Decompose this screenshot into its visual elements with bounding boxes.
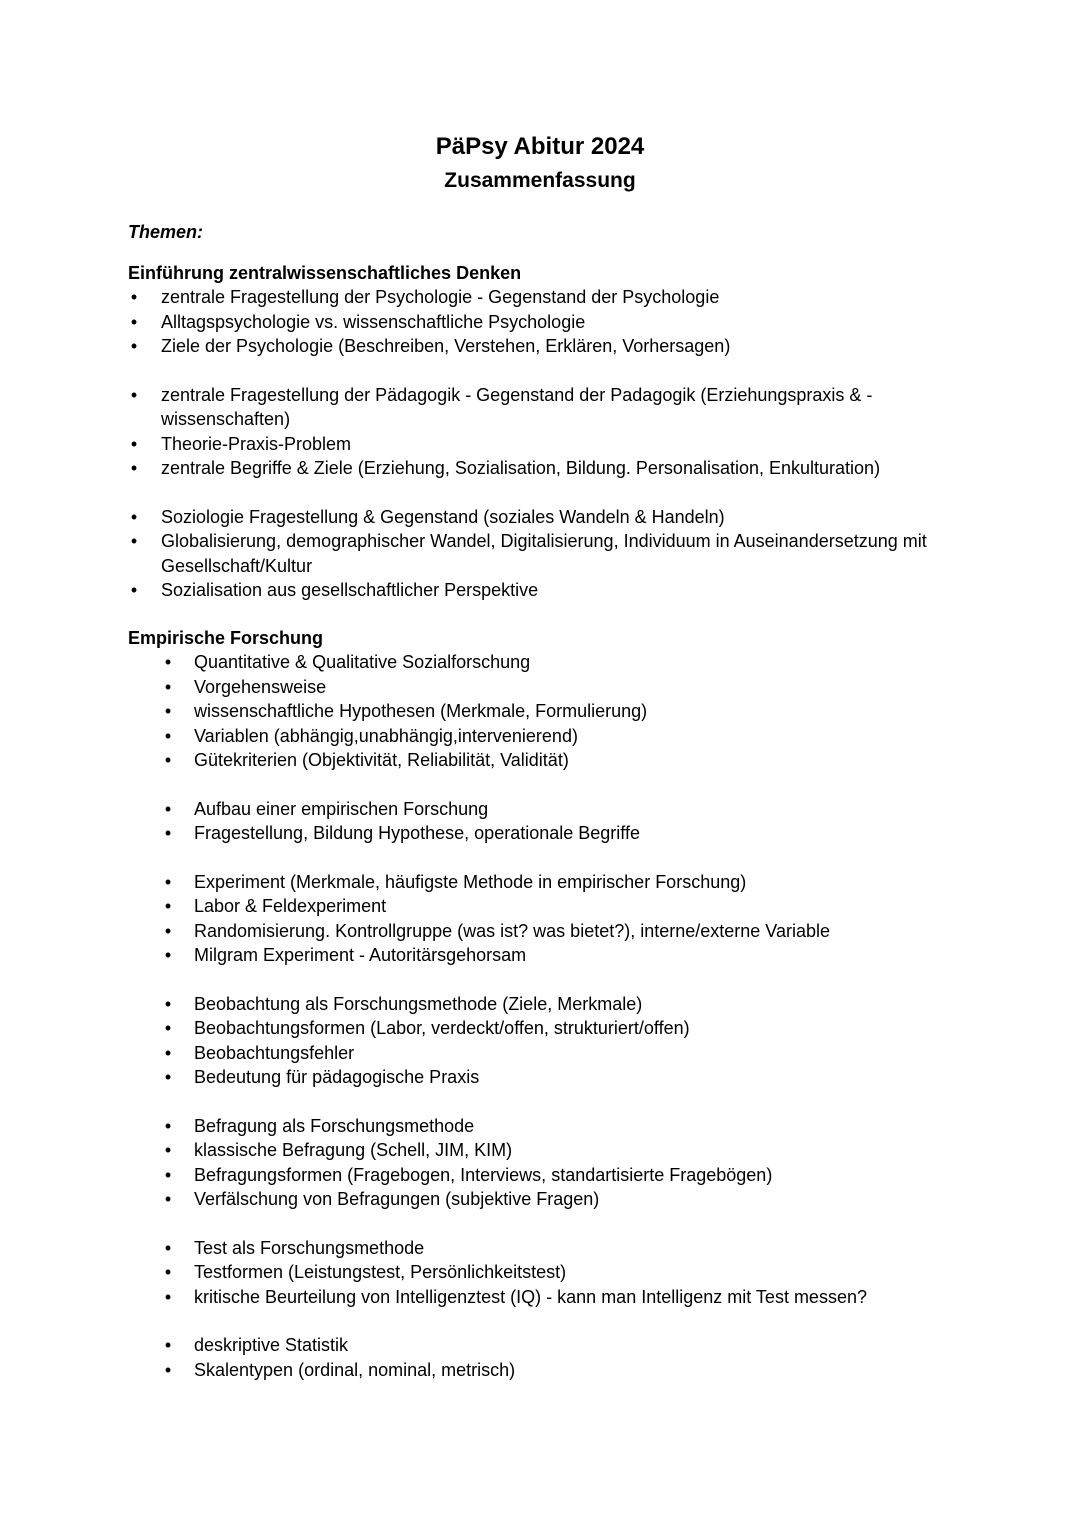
list-item bbox=[128, 870, 968, 895]
document-title: PäPsy Abitur 2024 bbox=[435, 133, 645, 160]
bullet-icon: • bbox=[130, 287, 138, 307]
list-item-text: Milgram Experiment - Autoritärsgehorsam bbox=[194, 945, 527, 965]
document-subtitle: Zusammenfassung bbox=[444, 169, 636, 192]
list-item bbox=[128, 650, 968, 675]
bullet-icon: • bbox=[164, 1140, 172, 1160]
bullet-icon: • bbox=[164, 725, 172, 746]
list-item bbox=[128, 797, 968, 822]
bullet-icon: • bbox=[164, 1067, 172, 1087]
list-item-text: Beobachtungsformen (Labor, verdeckt/offen, strukturiert/offen) bbox=[194, 1018, 690, 1038]
list-item bbox=[128, 992, 968, 1017]
bullet-icon: • bbox=[164, 798, 172, 819]
list-item bbox=[128, 1285, 968, 1310]
bullet-icon: • bbox=[164, 1115, 172, 1136]
section-title: Empirische Forschung bbox=[128, 628, 324, 648]
list-item-text: deskriptive Statistik bbox=[194, 1335, 349, 1355]
list-item bbox=[128, 1041, 968, 1066]
bullet-icon: • bbox=[130, 311, 138, 332]
list-item bbox=[128, 1138, 968, 1163]
bullet-icon: • bbox=[130, 336, 138, 356]
list-item bbox=[128, 1333, 968, 1358]
list-item-text: Testformen (Leistungstest, Persönlichkeitstest) bbox=[194, 1262, 567, 1282]
bullet-icon: • bbox=[164, 652, 172, 672]
list-item-text: klassische Befragung (Schell, JIM, KIM) bbox=[194, 1140, 513, 1160]
list-item bbox=[128, 529, 968, 578]
list-item bbox=[128, 943, 968, 968]
topic-list bbox=[128, 285, 968, 603]
section-empirische-forschung bbox=[128, 626, 968, 1382]
list-item-text: zentrale Fragestellung der Psychologie - Gegenstand der Psychologie bbox=[161, 287, 720, 307]
bullet-icon: • bbox=[130, 580, 138, 600]
bullet-icon: • bbox=[130, 531, 138, 551]
list-item-text: Labor & Feldexperiment bbox=[194, 896, 387, 916]
bullet-icon: • bbox=[164, 1018, 172, 1038]
bullet-icon: • bbox=[164, 993, 172, 1014]
list-item bbox=[128, 1016, 968, 1041]
bullet-icon: • bbox=[130, 458, 138, 478]
list-item bbox=[128, 724, 968, 749]
themes-label: Themen: bbox=[128, 222, 204, 242]
list-item-text: Fragestellung, Bildung Hypothese, operationale Begriffe bbox=[194, 823, 640, 843]
bullet-icon: • bbox=[164, 1335, 172, 1355]
list-item-text: Aufbau einer empirischen Forschung bbox=[194, 798, 489, 819]
list-item-text: Globalisierung, demographischer Wandel, Digitalisierung, Individuum in Auseinandersetzung mit Gesellschaft/Kultur bbox=[161, 531, 927, 576]
list-item bbox=[128, 748, 968, 773]
list-item-text: Theorie-Praxis-Problem bbox=[161, 433, 352, 454]
section-einfuehrung bbox=[128, 261, 968, 603]
list-item bbox=[128, 1358, 968, 1383]
list-item bbox=[128, 919, 968, 944]
list-item bbox=[128, 821, 968, 846]
list-item bbox=[128, 578, 968, 603]
bullet-icon: • bbox=[164, 750, 172, 770]
list-item bbox=[128, 675, 968, 700]
list-item-text: zentrale Fragestellung der Pädagogik - Gegenstand der Padagogik (Erziehungspraxis & - wissenschaften) bbox=[161, 384, 873, 429]
bullet-icon: • bbox=[164, 1286, 172, 1307]
list-item-text: kritische Beurteilung von Intelligenztest (IQ) - kann man Intelligenz mit Test messen? bbox=[194, 1286, 867, 1307]
list-item-text: Alltagspsychologie vs. wissenschaftliche Psychologie bbox=[161, 311, 586, 332]
list-item-text: Sozialisation aus gesellschaftlicher Perspektive bbox=[161, 580, 539, 600]
list-item bbox=[128, 699, 968, 724]
list-item-text: zentrale Begriffe & Ziele (Erziehung, Sozialisation, Bildung. Personalisation, Enkulturation) bbox=[161, 458, 881, 478]
bullet-icon: • bbox=[164, 1237, 172, 1258]
bullet-icon: • bbox=[164, 1189, 172, 1209]
list-item-text: Verfälschung von Befragungen (subjektive Fragen) bbox=[194, 1189, 600, 1209]
bullet-icon: • bbox=[164, 1164, 172, 1185]
list-item-text: Soziologie Fragestellung & Gegenstand (soziales Wandeln & Handeln) bbox=[161, 506, 725, 527]
list-item-text: Vorgehensweise bbox=[194, 676, 327, 697]
list-item-text: Experiment (Merkmale, häufigste Methode in empirischer Forschung) bbox=[194, 871, 747, 892]
bullet-icon: • bbox=[164, 676, 172, 697]
list-item-text: Bedeutung für pädagogische Praxis bbox=[194, 1067, 480, 1087]
list-item bbox=[128, 1236, 968, 1261]
list-item bbox=[128, 285, 968, 310]
section-title: Einführung zentralwissenschaftliches Denken bbox=[128, 263, 522, 283]
list-item bbox=[128, 505, 968, 530]
list-item bbox=[128, 310, 968, 335]
list-item-text: Ziele der Psychologie (Beschreiben, Verstehen, Erklären, Vorhersagen) bbox=[161, 336, 731, 356]
list-item-text: Befragungsformen (Fragebogen, Interviews, standartisierte Fragebögen) bbox=[194, 1164, 773, 1185]
list-item-text: Randomisierung. Kontrollgruppe (was ist? was bietet?), interne/externe Variable bbox=[194, 920, 831, 941]
list-item bbox=[128, 383, 968, 432]
bullet-icon: • bbox=[164, 1359, 172, 1380]
bullet-icon: • bbox=[164, 1042, 172, 1063]
bullet-icon: • bbox=[130, 384, 138, 405]
list-item-text: Variablen (abhängig,unabhängig,intervenierend) bbox=[194, 725, 578, 746]
list-item bbox=[128, 1163, 968, 1188]
list-item-text: Befragung als Forschungsmethode bbox=[194, 1115, 475, 1136]
list-item bbox=[128, 432, 968, 457]
bullet-icon: • bbox=[164, 701, 172, 721]
bullet-icon: • bbox=[164, 945, 172, 965]
bullet-icon: • bbox=[164, 823, 172, 843]
bullet-icon: • bbox=[164, 920, 172, 941]
bullet-icon: • bbox=[130, 433, 138, 454]
bullet-icon: • bbox=[164, 871, 172, 892]
list-item-text: Quantitative & Qualitative Sozialforschung bbox=[194, 652, 531, 672]
list-item bbox=[128, 1114, 968, 1139]
list-item bbox=[128, 1260, 968, 1285]
list-item-text: Test als Forschungsmethode bbox=[194, 1237, 425, 1258]
list-item-text: wissenschaftliche Hypothesen (Merkmale, Formulierung) bbox=[194, 701, 648, 721]
topic-list bbox=[128, 650, 968, 1382]
bullet-icon: • bbox=[130, 506, 138, 527]
bullet-icon: • bbox=[164, 1262, 172, 1282]
list-item bbox=[128, 1187, 968, 1212]
list-item bbox=[128, 1065, 968, 1090]
list-item-text: Gütekriterien (Objektivität, Reliabilität, Validität) bbox=[194, 750, 569, 770]
list-item bbox=[128, 334, 968, 359]
list-item bbox=[128, 456, 968, 481]
bullet-icon: • bbox=[164, 896, 172, 916]
list-item-text: Beobachtung als Forschungsmethode (Ziele, Merkmale) bbox=[194, 993, 643, 1014]
list-item-text: Beobachtungsfehler bbox=[194, 1042, 355, 1063]
list-item bbox=[128, 894, 968, 919]
list-item-text: Skalentypen (ordinal, nominal, metrisch) bbox=[194, 1359, 516, 1380]
